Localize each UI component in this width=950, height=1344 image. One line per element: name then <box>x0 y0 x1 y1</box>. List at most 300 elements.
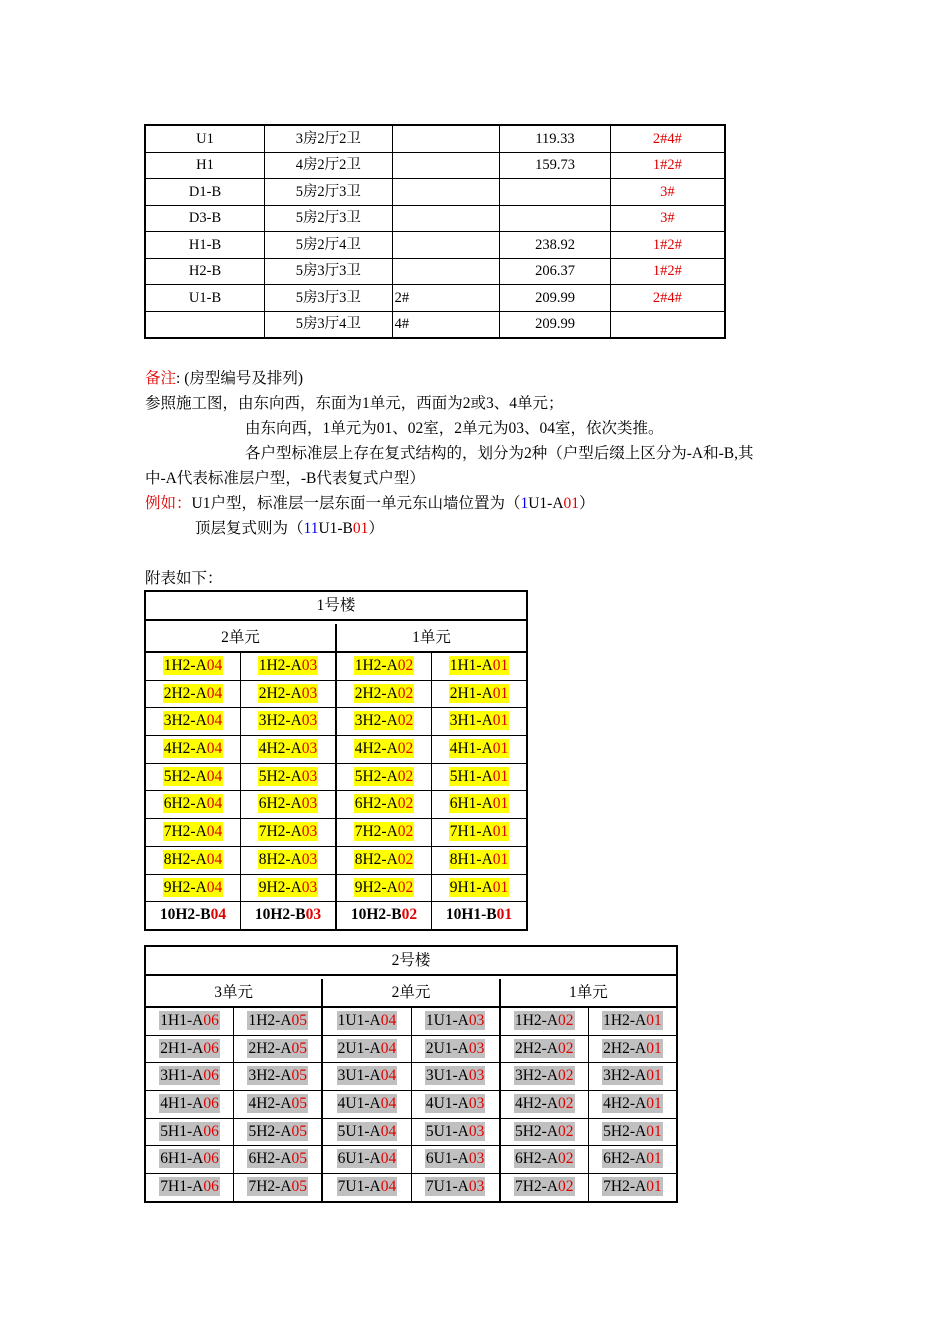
unit-layout-cell: 5房2厅4卫 <box>265 232 393 259</box>
room-code <box>354 878 415 897</box>
top-text: 顶层复式则为（ <box>195 520 304 537</box>
room-code-cell <box>337 875 431 903</box>
room-code-cell <box>337 708 431 736</box>
room-code <box>337 1039 398 1058</box>
room-code-cell <box>323 1036 410 1064</box>
room-code-number: 04 <box>206 740 223 758</box>
unit-type-cell: D3-B <box>145 205 265 232</box>
unit-buildings-cell: 1#2# <box>610 232 725 259</box>
unit-type-cell <box>145 311 265 338</box>
room-code-floor: 7H2-A <box>514 1178 559 1196</box>
room-code <box>247 1011 308 1030</box>
room-code-number: 04 <box>380 1067 397 1085</box>
unit-building-cell <box>392 232 500 259</box>
room-code-number: 06 <box>203 1150 219 1168</box>
room-code-floor: 3H2-A <box>354 712 398 730</box>
unit-area-cell: 206.37 <box>500 258 611 285</box>
room-code-floor: 9H2-A <box>354 878 398 896</box>
room-code <box>159 1011 220 1030</box>
unit-header: 3单元 <box>146 979 323 1006</box>
room-code <box>425 1149 486 1168</box>
room-code-floor: 6H1-A <box>449 795 493 813</box>
room-code <box>449 822 510 841</box>
unit-building-cell <box>392 179 500 206</box>
room-code-cell <box>412 1063 499 1091</box>
room-code-floor: 10H1-B <box>445 906 497 924</box>
room-code-floor: 8H2-A <box>258 850 302 868</box>
room-code-cell <box>432 653 526 681</box>
room-code-floor: 4H2-A <box>258 740 302 758</box>
room-code-number: 01 <box>492 712 509 730</box>
unit-type-table <box>144 124 726 339</box>
room-code-cell <box>432 791 526 819</box>
room-code-number: 03 <box>301 740 318 758</box>
room-code-floor: 10H2-B <box>254 906 306 924</box>
room-code-floor: 5U1-A <box>425 1122 469 1140</box>
room-code-floor: 7H2-A <box>603 1178 647 1196</box>
room-code-number: 05 <box>291 1012 308 1029</box>
room-code <box>258 684 319 703</box>
remark-line <box>145 371 303 387</box>
room-code <box>514 1039 575 1058</box>
room-code-cell <box>146 819 240 847</box>
room-code <box>449 878 510 897</box>
room-code-floor: 5H2-A <box>258 767 302 785</box>
grid-column <box>146 1008 234 1201</box>
room-code <box>602 1122 663 1141</box>
room-code <box>425 1011 486 1030</box>
room-code-floor: 2H2-A <box>248 1039 292 1057</box>
room-code-number: 05 <box>291 1150 308 1168</box>
room-code-number: 06 <box>203 1122 219 1140</box>
room-code-number: 06 <box>203 1012 219 1029</box>
room-code-number: 04 <box>206 712 223 730</box>
room-code-floor: 6H1-A <box>160 1150 204 1168</box>
room-code <box>247 1149 308 1168</box>
room-code-number: 04 <box>206 878 223 896</box>
room-code-floor: 3H1-A <box>160 1067 204 1085</box>
room-code-number: 05 <box>291 1122 308 1140</box>
grid-column <box>146 653 241 929</box>
top-code-floor: 11 <box>303 520 319 537</box>
room-code-cell <box>337 764 431 792</box>
note-line-3: 各户型标准层上存在复式结构的，划分为2种（户型后缀上区分为-A和-B,其 <box>245 445 754 462</box>
room-code-cell <box>146 1036 233 1064</box>
room-code <box>163 767 224 786</box>
room-code-floor: 2H2-A <box>514 1039 559 1057</box>
unit-buildings-cell: 3# <box>610 205 725 232</box>
room-code-floor: 3H2-A <box>163 712 207 730</box>
room-code-floor: 3H2-A <box>603 1067 647 1085</box>
room-code-cell <box>146 847 240 875</box>
grid-column <box>589 1008 676 1201</box>
room-code-cell <box>432 819 526 847</box>
room-code <box>337 1066 398 1085</box>
top-code-room: 01 <box>352 520 369 537</box>
room-code-number: 04 <box>210 906 227 924</box>
room-code-cell <box>412 1008 499 1036</box>
room-code <box>255 906 321 923</box>
room-code <box>159 1177 220 1196</box>
unit-header: 2单元 <box>146 624 337 651</box>
room-code-cell <box>323 1008 410 1036</box>
unit-layout-cell: 4房2厅2卫 <box>265 152 393 179</box>
room-code-cell <box>501 1119 588 1147</box>
room-code-number: 02 <box>558 1150 574 1168</box>
unit-buildings-cell: 1#2# <box>610 152 725 179</box>
room-code-cell <box>241 902 335 929</box>
room-code-floor: 5H2-A <box>354 767 398 785</box>
room-code-number: 02 <box>397 767 414 785</box>
unit-building-cell <box>392 125 500 152</box>
room-code <box>354 711 415 730</box>
room-code-floor: 3H1-A <box>449 712 493 730</box>
room-code-cell <box>146 1091 233 1119</box>
room-code-number: 03 <box>301 657 318 674</box>
room-code-number: 01 <box>496 906 513 924</box>
room-code <box>602 1094 663 1113</box>
room-code-number: 01 <box>646 1067 662 1085</box>
room-code-floor: 1U1-A <box>425 1012 469 1029</box>
room-code-floor: 5U1-A <box>337 1122 381 1140</box>
room-code <box>159 1149 220 1168</box>
room-code-cell <box>412 1036 499 1064</box>
room-code-floor: 7U1-A <box>337 1178 381 1196</box>
room-code-floor: 5H1-A <box>449 767 493 785</box>
room-code <box>425 1177 486 1196</box>
room-code-cell <box>241 653 335 681</box>
building-2-grid <box>146 1008 676 1201</box>
room-code-cell <box>337 736 431 764</box>
example-close: ） <box>579 495 595 512</box>
room-code-number: 03 <box>468 1150 485 1168</box>
room-code-cell <box>241 819 335 847</box>
room-code-floor: 6H2-A <box>248 1150 292 1168</box>
room-code-cell <box>146 1063 233 1091</box>
room-code <box>354 684 415 703</box>
room-code-number: 04 <box>206 823 223 841</box>
grid-column <box>234 1008 323 1201</box>
room-code <box>354 767 415 786</box>
room-code-floor: 4H2-A <box>163 740 207 758</box>
unit-building-cell: 2# <box>392 285 500 312</box>
unit-row <box>145 179 725 206</box>
room-code-floor: 6U1-A <box>337 1150 381 1168</box>
room-code-number: 02 <box>558 1067 574 1085</box>
room-code-number: 02 <box>397 878 414 896</box>
room-code-number: 01 <box>646 1095 662 1113</box>
room-code <box>449 850 510 869</box>
room-code-cell <box>501 1008 588 1036</box>
note-line-1: 参照施工图，由东向西，东面为1单元，西面为2或3、4单元； <box>145 395 564 412</box>
room-code-cell <box>241 875 335 903</box>
room-code <box>258 850 319 869</box>
room-code-floor: 10H2-B <box>350 906 402 924</box>
room-code-number: 02 <box>397 795 414 813</box>
grid-column <box>501 1008 589 1201</box>
room-code-floor: 5H2-A <box>603 1122 647 1140</box>
room-code-number: 01 <box>492 795 509 813</box>
room-code <box>258 739 319 758</box>
building-2-title: 2号楼 <box>146 947 676 976</box>
unit-type-cell: H2-B <box>145 258 265 285</box>
room-code-floor: 3U1-A <box>337 1067 381 1085</box>
room-code <box>163 656 224 675</box>
room-code-number: 04 <box>206 795 223 813</box>
room-code-cell <box>146 791 240 819</box>
room-code <box>247 1177 308 1196</box>
unit-building-cell <box>392 258 500 285</box>
room-code-floor: 5H2-A <box>514 1122 559 1140</box>
room-code-cell <box>146 764 240 792</box>
room-code-cell <box>432 681 526 709</box>
building-1-title: 1号楼 <box>146 592 526 621</box>
unit-buildings-cell <box>610 311 725 338</box>
unit-buildings-cell: 2#4# <box>610 285 725 312</box>
room-code-number: 04 <box>206 684 223 702</box>
room-code-number: 03 <box>468 1067 485 1085</box>
room-code-cell <box>589 1146 676 1174</box>
room-code-number: 02 <box>397 823 414 841</box>
room-code-cell <box>337 681 431 709</box>
room-code <box>354 794 415 813</box>
room-code-cell <box>337 791 431 819</box>
room-code-number: 04 <box>380 1012 397 1029</box>
room-code <box>602 1177 663 1196</box>
room-code-number: 02 <box>397 712 414 730</box>
room-code <box>337 1122 398 1141</box>
room-code-floor: 1U1-A <box>337 1012 381 1029</box>
unit-building-cell <box>392 205 500 232</box>
top-code-mid: U1-B <box>318 520 353 537</box>
room-code-number: 04 <box>380 1095 397 1113</box>
room-code-floor: 1H2-A <box>603 1012 647 1029</box>
room-code-number: 04 <box>380 1039 397 1057</box>
room-code <box>354 656 415 675</box>
room-code <box>163 711 224 730</box>
room-code-number: 03 <box>468 1122 485 1140</box>
room-code <box>514 1094 575 1113</box>
room-code-cell <box>589 1036 676 1064</box>
room-code <box>159 1094 220 1113</box>
room-code-cell <box>501 1063 588 1091</box>
room-code-cell <box>234 1036 321 1064</box>
room-code-number: 04 <box>380 1178 397 1196</box>
room-code <box>449 739 510 758</box>
unit-area-cell: 119.33 <box>500 125 611 152</box>
room-code <box>354 739 415 758</box>
room-code <box>337 1149 398 1168</box>
room-code-cell <box>234 1008 321 1036</box>
unit-area-cell: 159.73 <box>500 152 611 179</box>
unit-type-cell: U1 <box>145 125 265 152</box>
remark-text: : (房型编号及排列) <box>176 370 304 387</box>
room-code-cell <box>241 791 335 819</box>
room-code <box>258 767 319 786</box>
room-code <box>258 878 319 897</box>
note-line-2: 由东向西，1单元为01、02室，2单元为03、04室，依次类推。 <box>245 420 664 437</box>
room-code-cell <box>234 1146 321 1174</box>
room-code-cell <box>589 1063 676 1091</box>
room-code-cell <box>146 1174 233 1201</box>
room-code-cell <box>432 764 526 792</box>
room-code-floor: 9H2-A <box>163 878 207 896</box>
room-code-cell <box>501 1036 588 1064</box>
room-code <box>514 1066 575 1085</box>
room-code-number: 04 <box>380 1122 397 1140</box>
room-code-number: 03 <box>468 1039 485 1057</box>
unit-area-cell: 209.99 <box>500 311 611 338</box>
room-code-cell <box>432 736 526 764</box>
grid-column <box>337 653 432 929</box>
room-code-floor: 2H2-A <box>163 684 207 702</box>
room-code-number: 03 <box>305 906 322 924</box>
unit-layout-cell: 5房3厅3卫 <box>265 285 393 312</box>
unit-layout-cell: 5房2厅3卫 <box>265 179 393 206</box>
grid-column <box>432 653 526 929</box>
room-code-number: 01 <box>646 1039 662 1057</box>
room-code-number: 02 <box>558 1039 574 1057</box>
unit-type-cell: U1-B <box>145 285 265 312</box>
room-code-cell <box>337 902 431 929</box>
room-code-number: 04 <box>380 1150 397 1168</box>
room-code <box>258 656 319 675</box>
room-code-floor: 6U1-A <box>425 1150 469 1168</box>
room-code-floor: 1H1-A <box>449 657 493 674</box>
unit-area-cell <box>500 205 611 232</box>
room-code <box>446 906 512 923</box>
unit-row <box>145 258 725 285</box>
room-code-number: 02 <box>397 740 414 758</box>
example-text: U1户型，标准层一层东面一单元东山墙位置为（ <box>191 495 521 512</box>
room-code-number: 04 <box>206 657 223 674</box>
room-code <box>514 1177 575 1196</box>
room-code-cell <box>501 1091 588 1119</box>
room-code-floor: 2H2-A <box>354 684 398 702</box>
unit-row <box>145 125 725 152</box>
room-code <box>425 1122 486 1141</box>
room-code-cell <box>432 847 526 875</box>
room-code <box>163 684 224 703</box>
room-code-floor: 4H2-A <box>248 1095 292 1113</box>
unit-building-cell: 4# <box>392 311 500 338</box>
room-code-number: 05 <box>291 1067 308 1085</box>
grid-column <box>241 653 337 929</box>
room-code-number: 01 <box>492 684 509 702</box>
room-code-number: 05 <box>291 1039 308 1057</box>
building-2-table <box>144 945 678 1203</box>
unit-area-cell: 209.99 <box>500 285 611 312</box>
room-code-cell <box>146 708 240 736</box>
room-code <box>163 822 224 841</box>
room-code-number: 02 <box>397 657 414 674</box>
room-code-number: 02 <box>558 1178 574 1196</box>
room-code-cell <box>146 1119 233 1147</box>
room-code-cell <box>241 764 335 792</box>
room-code-cell <box>589 1174 676 1201</box>
room-code-floor: 3H2-A <box>248 1067 292 1085</box>
room-code <box>449 767 510 786</box>
unit-row <box>145 285 725 312</box>
room-code-floor: 9H1-A <box>449 878 493 896</box>
room-code-number: 01 <box>492 850 509 868</box>
room-code <box>160 906 226 923</box>
room-code-number: 03 <box>301 850 318 868</box>
room-code <box>247 1066 308 1085</box>
room-code-floor: 6H2-A <box>514 1150 559 1168</box>
room-code <box>247 1094 308 1113</box>
room-code-cell <box>241 736 335 764</box>
room-code-floor: 7H1-A <box>160 1178 204 1196</box>
room-code <box>258 822 319 841</box>
room-code-number: 02 <box>397 684 414 702</box>
room-code-floor: 1H2-A <box>514 1012 559 1029</box>
room-code <box>602 1149 663 1168</box>
room-code-floor: 7U1-A <box>425 1178 469 1196</box>
room-code-floor: 6H2-A <box>163 795 207 813</box>
room-code <box>514 1122 575 1141</box>
room-code <box>354 822 415 841</box>
example-code-room: 01 <box>563 495 580 512</box>
room-code-cell <box>234 1119 321 1147</box>
room-code-number: 03 <box>301 878 318 896</box>
room-code <box>351 906 417 923</box>
room-code-number: 06 <box>203 1178 219 1196</box>
room-code-number: 03 <box>301 767 318 785</box>
room-code <box>449 711 510 730</box>
top-close: ） <box>368 520 384 537</box>
room-code-floor: 2U1-A <box>337 1039 381 1057</box>
unit-buildings-cell: 2#4# <box>610 125 725 152</box>
room-code-number: 01 <box>646 1178 662 1196</box>
room-code-number: 03 <box>301 684 318 702</box>
appendix-label: 附表如下： <box>145 570 223 587</box>
room-code-cell <box>432 875 526 903</box>
room-code-cell <box>146 1146 233 1174</box>
room-code-number: 02 <box>558 1122 574 1140</box>
room-code-floor: 9H2-A <box>258 878 302 896</box>
example-label: 例如： <box>145 495 192 512</box>
room-code-cell <box>323 1091 410 1119</box>
room-code-floor: 5H1-A <box>160 1122 204 1140</box>
room-code-number: 01 <box>646 1122 662 1140</box>
room-code-floor: 5H2-A <box>163 767 207 785</box>
unit-header: 2单元 <box>323 979 500 1006</box>
room-code-floor: 7H2-A <box>354 823 398 841</box>
room-code <box>258 794 319 813</box>
room-code-floor: 6H2-A <box>258 795 302 813</box>
remark-label: 备注 <box>145 370 177 387</box>
room-code-floor: 8H1-A <box>449 850 493 868</box>
room-code-number: 06 <box>203 1095 219 1113</box>
room-code-cell <box>412 1091 499 1119</box>
room-code-floor: 3H2-A <box>258 712 302 730</box>
top-floor-line <box>195 521 384 537</box>
room-code-number: 01 <box>646 1150 662 1168</box>
room-code-floor: 4U1-A <box>337 1095 381 1113</box>
room-code <box>602 1011 663 1030</box>
unit-type-cell: H1 <box>145 152 265 179</box>
room-code-cell <box>589 1008 676 1036</box>
room-code-number: 05 <box>291 1095 308 1113</box>
room-code-floor: 1H2-A <box>354 657 398 674</box>
example-code-floor: 1 <box>520 495 529 512</box>
room-code-floor: 2H2-A <box>603 1039 647 1057</box>
room-code-floor: 5H2-A <box>248 1122 292 1140</box>
room-code <box>159 1066 220 1085</box>
room-code-floor: 8H2-A <box>354 850 398 868</box>
example-line <box>145 496 595 512</box>
